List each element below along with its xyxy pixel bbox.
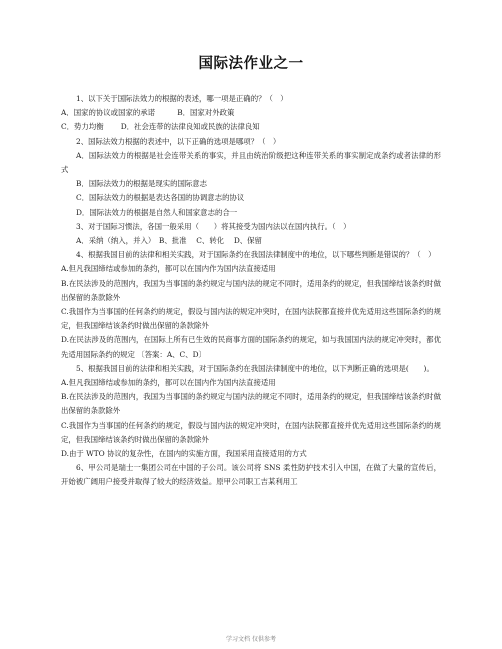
paragraph: 3、对于国际习惯法，各国一般采用（ ）将其接受为国内法以在国内执行。（ ）: [76, 221, 351, 231]
paragraph: C．国际法效力的根据是表达各国的协调意志的协议: [76, 193, 245, 203]
paragraph: 2、国际法效力根据的表述中，以下正确的选项是哪项？（ ）: [76, 136, 281, 146]
paragraph: 5、根据我国目前的法律和相关实践，对于国际条约在我国法律制度中的地位，以下判断正确的选项是( )。: [76, 363, 434, 373]
paragraph: 1、以下关于国际法效力的根据的表述，哪一项是正确的？（ ）: [76, 94, 288, 103]
document-title: 国际法作业之一: [198, 56, 304, 72]
paragraph: 4、根据我国目前的法律和相关实践，对于国际条约在我国法律制度中的地位，以下哪些判断是错误的？（ ）: [76, 250, 436, 260]
paragraph: A．国际法效力的根据是社会连带关系的事实，并且由统治阶级把这种连带关系的事实制定成条约或者法律的形式: [61, 150, 441, 175]
paragraph: B．国际法效力的根据是现实的国际意志: [76, 179, 208, 189]
page-footer: 学习文档 仅供参考: [226, 636, 276, 643]
paragraph: A.但凡我国缔结或参加的条约，都可以在国内作为国内法直接适用: [61, 378, 276, 388]
paragraph: D.在民法涉及的范围内，在国际上所有已生效的民商事方面的国际条约的规定，如与我国国内法的规定冲突时，都优先适用国际条约的规定 〔答案：A、C、D〕: [61, 335, 441, 359]
paragraph: C.我国作为当事国的任何条约的规定，假设与国内法的规定冲突时，在国内法院都直接并优先适用这些国际条约的规定，但我国缔结该条约时做出保留的条款除外: [61, 307, 441, 331]
paragraph: A.但凡我国缔结或参加的条约，都可以在国内作为国内法直接适用: [61, 264, 276, 274]
paragraph: 6、甲公司是瑞士一集团公司在中国的子公司。该公司将 SNS 柔性防护技术引入中国，在做了大量的宣传后，开始被广阔用户接受并取得了较大的经济效益。原甲公司职工吉某利用工: [61, 463, 441, 487]
paragraph: D．国际法效力的根据是自然人和国家意志的合一: [76, 207, 238, 217]
paragraph: D.由于 WTO 协议的复杂性，在国内的实施方面，我国采用直接适用的方式: [61, 449, 307, 459]
document-body: [61, 92, 441, 490]
paragraph: C.我国作为当事国的任何条约的规定，假设与国内法的规定冲突时，在国内法院都直接并优先适用这些国际条约的规定，但我国缔结该条约时做出保留的条款除外: [61, 420, 441, 444]
paragraph: B.在民法涉及的范围内，我国为当事国的条约规定与国内法的规定不同时，适用条约的规定，但我国缔结该条约时做出保留的条款除外: [61, 278, 441, 302]
paragraph: A．采纳（纳入，并入） B、批准 C、转化 D、保留: [76, 236, 262, 246]
paragraph: C．势力均衡 D．社会连带的法律良知或民族的法律良知: [61, 122, 260, 132]
paragraph: A．国家的协议或国家的承诺 B．国家对外政策: [61, 108, 235, 118]
paragraph: B.在民法涉及的范围内，我国为当事国的条约规定与国内法的规定不同时，适用条约的规定，但我国缔结该条约时做出保留的条款除外: [61, 392, 441, 416]
